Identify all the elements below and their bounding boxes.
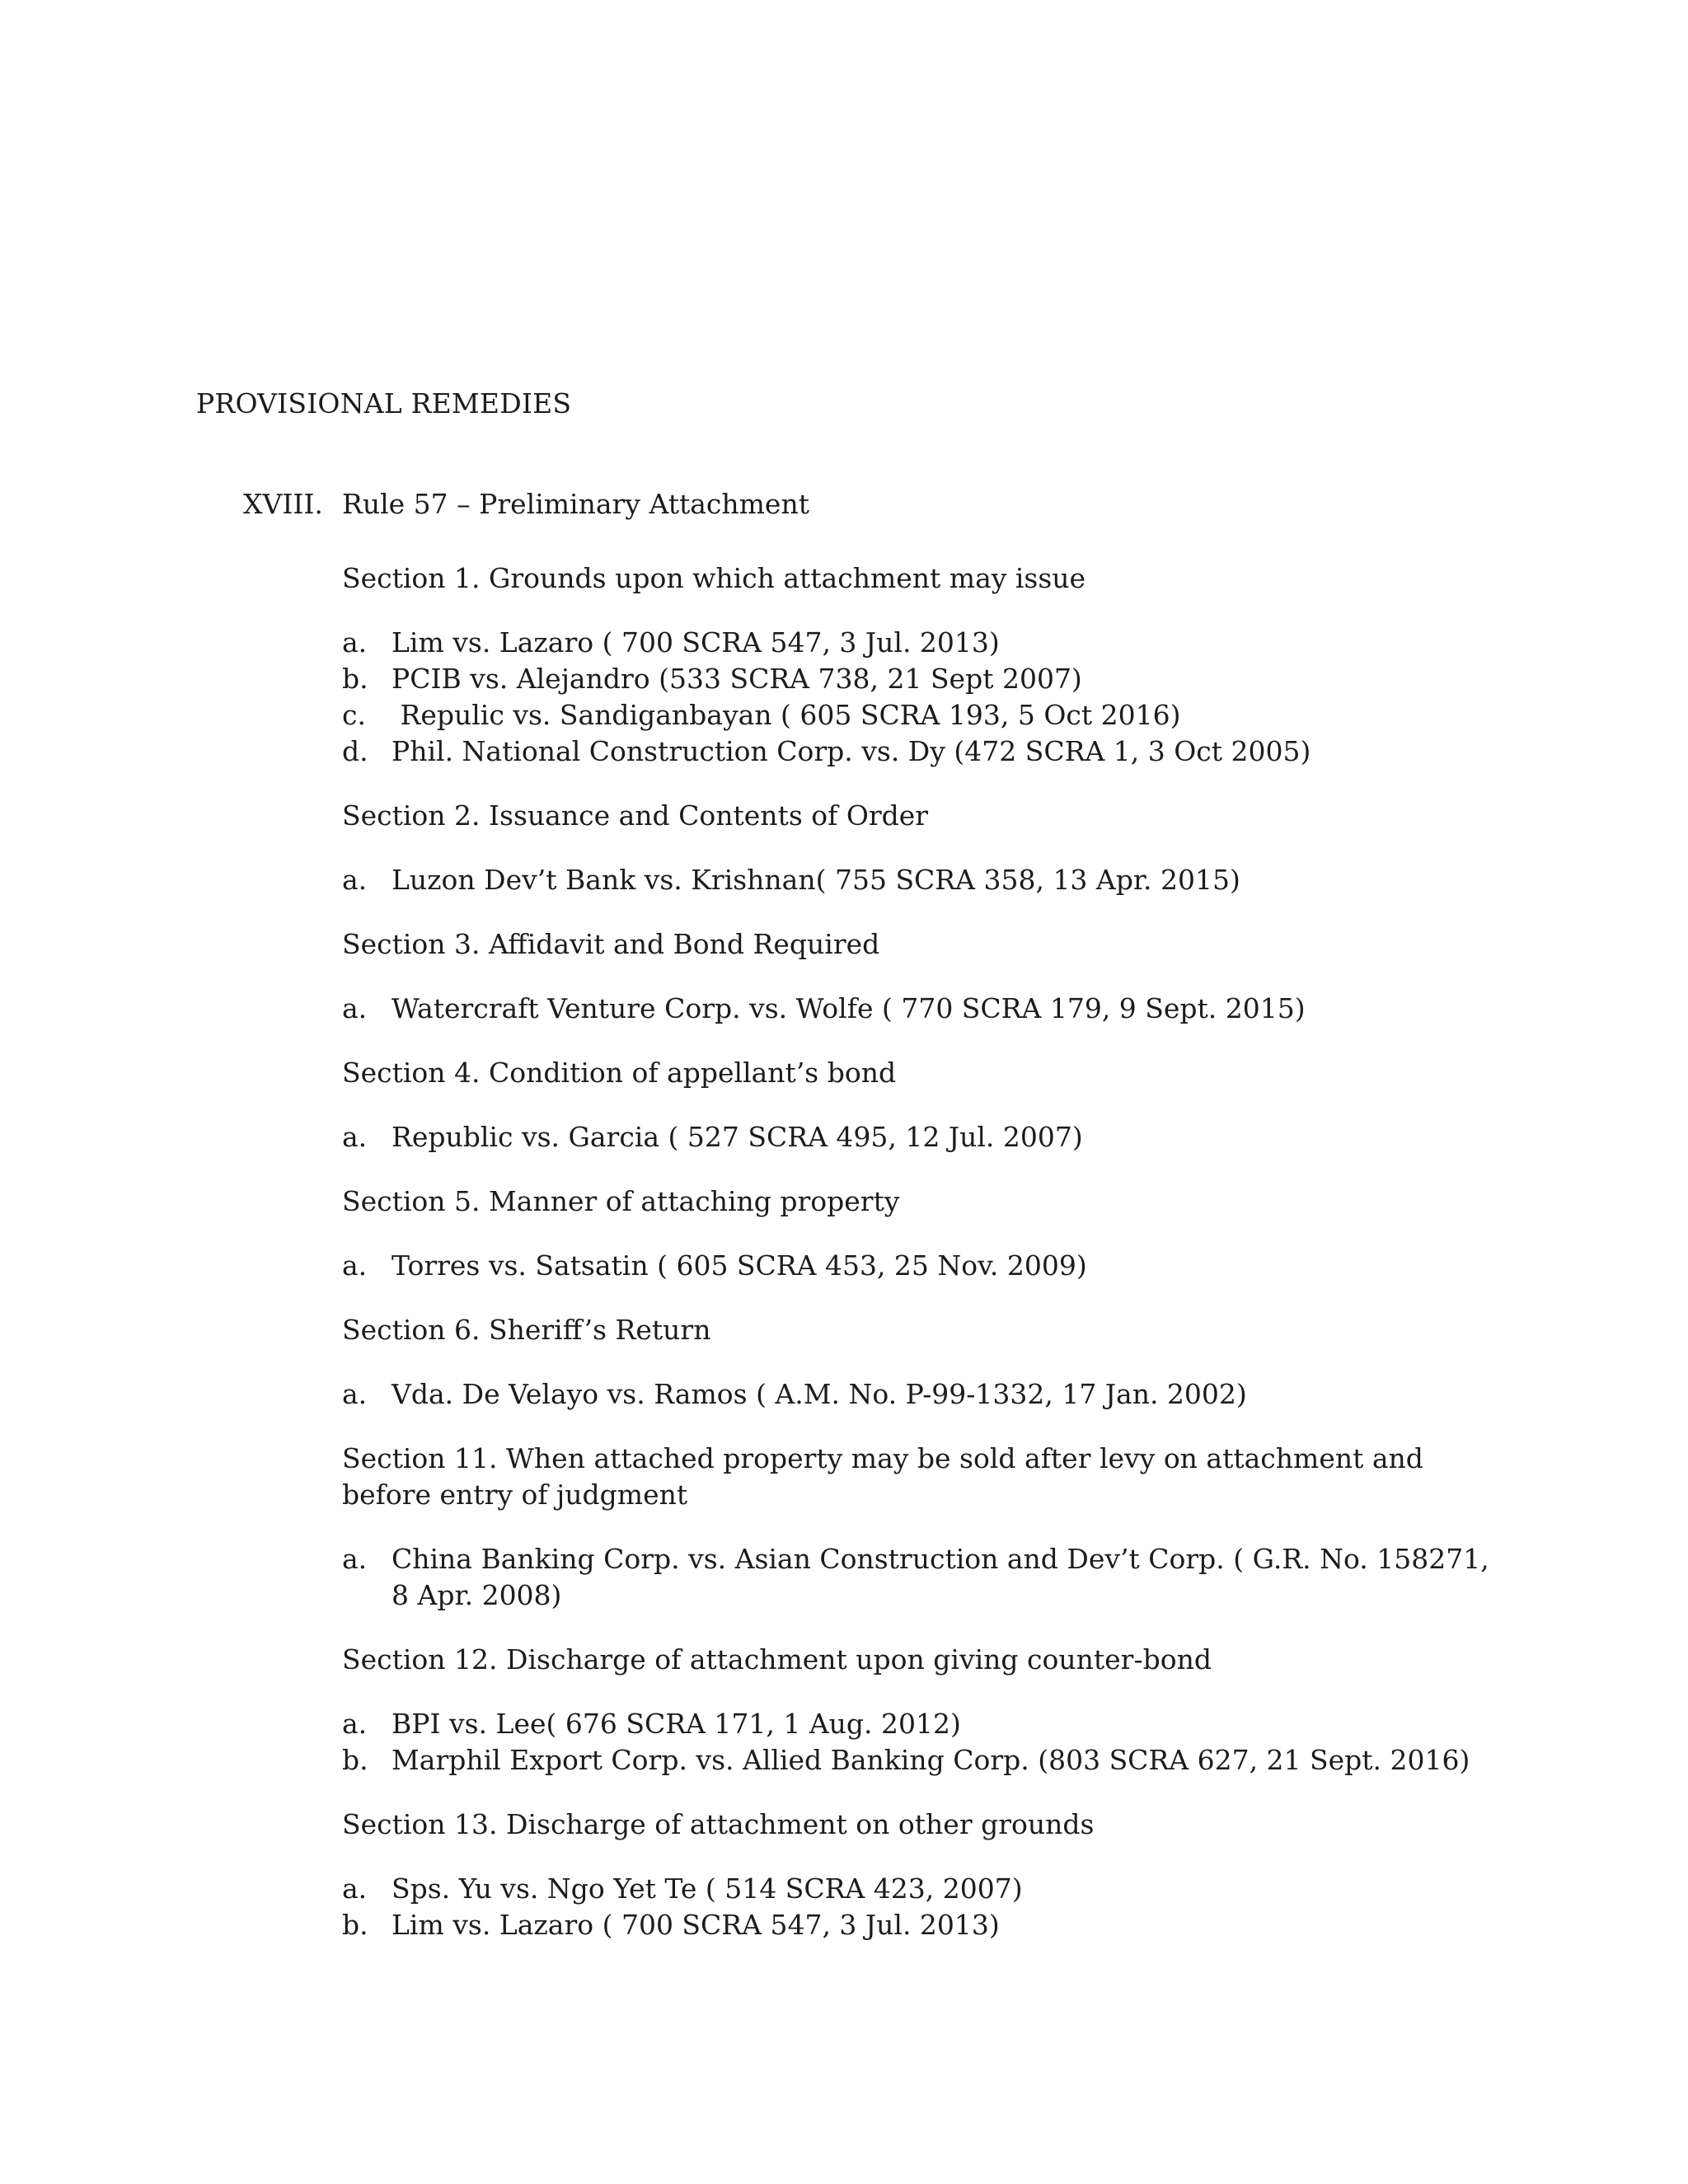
section-heading: Section 1. Grounds upon which attachment may issue [342,562,1086,594]
list-marker: a. [342,992,368,1024]
list-marker: c. [342,699,366,731]
case-text: Watercraft Venture Corp. vs. Wolfe ( 770 SCRA 179, 9 Sept. 2015) [392,992,1306,1024]
section-block [342,1055,1512,1155]
case-text: Luzon Dev’t Bank vs. Krishnan( 755 SCRA 358, 13 Apr. 2015) [392,864,1240,896]
section-block [342,1807,1512,1943]
case-citation [342,733,1512,770]
case-list [342,1706,1512,1779]
section-block [342,926,1512,1027]
section-heading: Section 12. Discharge of attachment upon giving counter-bond [342,1643,1212,1675]
case-text: Torres vs. Satsatin ( 605 SCRA 453, 25 Nov. 2009) [392,1249,1087,1282]
section-block [342,1312,1512,1413]
case-list [342,1541,1512,1614]
case-text: Vda. De Velayo vs. Ramos ( A.M. No. P-99-1332, 17 Jan. 2002) [392,1378,1247,1410]
section-block [342,560,1512,770]
section-block [342,1441,1512,1614]
case-citation [342,1742,1512,1779]
list-marker: b. [342,1744,368,1776]
section-block [342,798,1512,898]
case-citation [342,991,1512,1027]
case-text: Marphil Export Corp. vs. Allied Banking Corp. (803 SCRA 627, 21 Sept. 2016) [392,1744,1470,1776]
case-list [342,1871,1512,1943]
section-heading: Section 11. When attached property may be sold after levy on attachment and before entry of judgment [342,1442,1423,1511]
case-list [342,862,1512,898]
case-text: BPI vs. Lee( 676 SCRA 171, 1 Aug. 2012) [392,1708,961,1740]
case-list [342,625,1512,770]
section-heading: Section 13. Discharge of attachment on other grounds [342,1808,1095,1840]
case-citation [342,1376,1512,1413]
case-text: Repulic vs. Sandiganbayan ( 605 SCRA 193, 5 Oct 2016) [392,699,1181,731]
case-text: Lim vs. Lazaro ( 700 SCRA 547, 3 Jul. 2013) [392,1909,1000,1941]
case-citation [342,1706,1512,1742]
case-citation [342,697,1512,733]
case-text: China Banking Corp. vs. Asian Construction and Dev’t Corp. ( G.R. No. 158271, 8 Apr. 2008) [392,1543,1498,1611]
case-text: Lim vs. Lazaro ( 700 SCRA 547, 3 Jul. 2013) [392,626,1000,658]
case-citation [342,1871,1512,1907]
case-text: Sps. Yu vs. Ngo Yet Te ( 514 SCRA 423, 2007) [392,1872,1023,1905]
document-title: PROVISIONAL REMEDIES [196,387,572,419]
chapter-number: XVIII. [243,488,323,520]
list-marker: d. [342,735,368,767]
list-marker: a. [342,1249,368,1282]
case-list [342,1119,1512,1155]
case-list [342,1248,1512,1284]
chapter-title: Rule 57 – Preliminary Attachment [342,488,809,520]
list-marker: a. [342,1708,368,1740]
section-block [342,1183,1512,1284]
section-heading: Section 4. Condition of appellant’s bond [342,1057,897,1089]
section-heading: Section 5. Manner of attaching property [342,1185,900,1217]
list-marker: a. [342,864,368,896]
section-heading: Section 3. Affidavit and Bond Required [342,928,880,960]
list-marker: a. [342,1543,368,1575]
case-citation [342,1119,1512,1155]
list-marker: b. [342,1909,368,1941]
case-list [342,1376,1512,1413]
sections-container [342,560,1512,1971]
case-citation [342,1248,1512,1284]
section-heading: Section 2. Issuance and Contents of Order [342,799,929,832]
list-marker: a. [342,1872,368,1905]
list-marker: a. [342,626,368,658]
list-marker: a. [342,1378,368,1410]
case-citation [342,862,1512,898]
case-text: Republic vs. Garcia ( 527 SCRA 495, 12 Jul. 2007) [392,1121,1083,1153]
section-block [342,1642,1512,1779]
case-citation [342,1541,1512,1614]
list-marker: b. [342,663,368,695]
case-citation [342,661,1512,697]
case-list [342,991,1512,1027]
list-marker: a. [342,1121,368,1153]
case-text: Phil. National Construction Corp. vs. Dy (472 SCRA 1, 3 Oct 2005) [392,735,1311,767]
case-text: PCIB vs. Alejandro (533 SCRA 738, 21 Sept 2007) [392,663,1082,695]
case-citation [342,625,1512,661]
case-citation [342,1907,1512,1943]
section-heading: Section 6. Sheriff’s Return [342,1314,711,1346]
